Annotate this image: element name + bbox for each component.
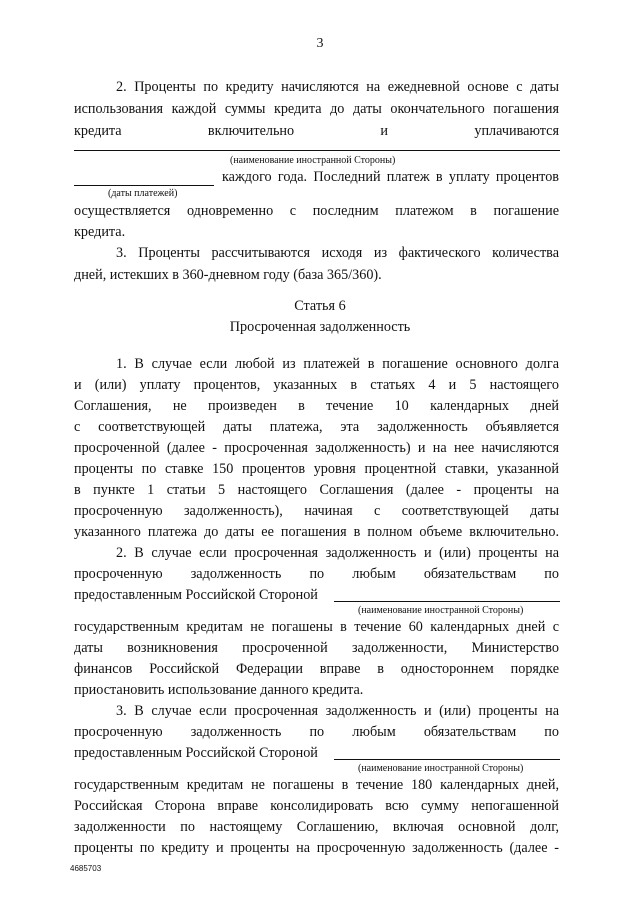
a6p1-line6: проценты по ставке 150 процентов уровня процентной ставки, указанной (74, 461, 559, 477)
blank-line-foreign-party-2 (334, 601, 560, 602)
note-foreign-party-1: (наименование иностранной Стороны) (230, 155, 396, 166)
a6p1-line1: 1. В случае если любой из платежей в погашение основного долга (116, 356, 559, 372)
article-title: Просроченная задолженность (229, 319, 411, 335)
document-id: 4685703 (70, 864, 102, 873)
a6p1-line7: в пункте 1 статьи 5 настоящего Соглашения (далее - проценты на (74, 482, 559, 498)
para2-line4: каждого года. Последний платеж в уплату процентов (222, 169, 559, 185)
a6p3-line2: просроченную задолженность по любым обязательствам по (74, 724, 559, 740)
a6p1-line9: указанного платежа до даты ее погашения в полном объеме включительно. (74, 524, 559, 540)
para2-line1: 2. Проценты по кредиту начисляются на ежедневной основе с даты (116, 79, 559, 95)
a6p3-line6: задолженности по настоящему Соглашению, включая основной долг, (74, 819, 559, 835)
a6p2-line1: 2. В случае если просроченная задолженность и (или) проценты на (116, 545, 559, 561)
a6p1-line3: Соглашения, не произведен в течение 10 календарных дней (74, 398, 559, 414)
para2-line5: осуществляется одновременно с последним платежом в погашение (74, 203, 559, 219)
page-number: 3 (316, 36, 324, 51)
a6p2-line3: предоставленным Российской Стороной (74, 587, 318, 603)
note-foreign-party-3: (наименование иностранной Стороны) (358, 763, 524, 774)
para3-line2: дней, истекших в 360-дневном году (база 365/360). (74, 267, 382, 283)
a6p3-line1: 3. В случае если просроченная задолженность и (или) проценты на (116, 703, 559, 719)
a6p3-line4: государственным кредитам не погашены в течение 180 календарных дней, (74, 777, 559, 793)
a6p3-line3: предоставленным Российской Стороной (74, 745, 318, 761)
article-heading: Статья 6 (294, 298, 346, 314)
blank-line-foreign-party-1 (74, 150, 560, 151)
note-payment-dates: (даты платежей) (108, 188, 178, 199)
para2-line2: использования каждой суммы кредита до даты окончательного погашения (74, 101, 559, 117)
a6p2-line6: финансов Российской Федерации вправе в одностороннем порядке (74, 661, 559, 677)
a6p1-line2: и (или) уплату процентов, указанных в статьях 4 и 5 настоящего (74, 377, 559, 393)
para2-line6: кредита. (74, 224, 126, 240)
a6p2-line2: просроченную задолженность по любым обязательствам по (74, 566, 559, 582)
para2-line3: кредита включительно и уплачиваются (74, 123, 559, 139)
blank-line-payment-dates (74, 185, 214, 186)
a6p2-line5: даты возникновения просроченной задолженности, Министерство (74, 640, 559, 656)
a6p1-line5: просроченной (далее - просроченная задолженность) и на нее начисляются (74, 440, 559, 456)
a6p3-line7: проценты по кредиту и проценты на просроченную задолженность (далее - (74, 840, 559, 856)
a6p2-line4: государственным кредитам не погашены в течение 60 календарных дней с (74, 619, 559, 635)
a6p3-line5: Российская Сторона вправе консолидировать всю сумму непогашенной (74, 798, 559, 814)
a6p1-line8: просроченную задолженность), начиная с соответствующей даты (74, 503, 559, 519)
a6p1-line4: с соответствующей даты платежа, эта задолженность объявляется (74, 419, 559, 435)
note-foreign-party-2: (наименование иностранной Стороны) (358, 605, 524, 616)
blank-line-foreign-party-3 (334, 759, 560, 760)
para3-line1: 3. Проценты рассчитываются исходя из фактического количества (116, 245, 559, 261)
a6p2-line7: приостановить использование данного кредита. (74, 682, 364, 698)
